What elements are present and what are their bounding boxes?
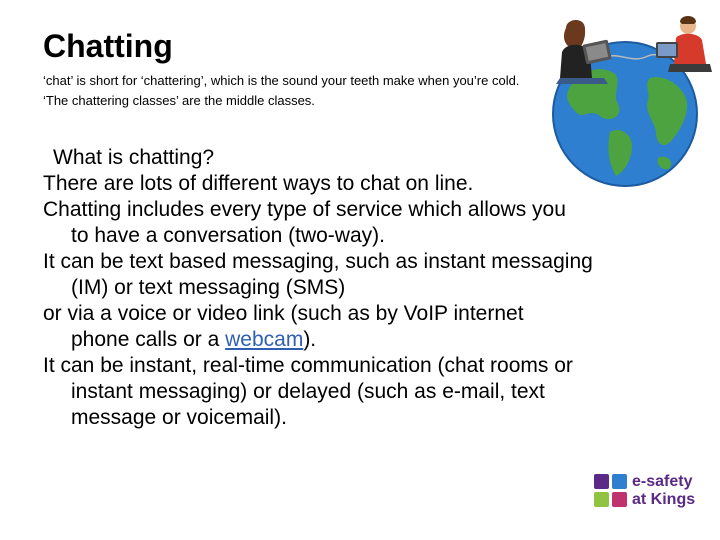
esafety-logo-icons — [594, 474, 628, 508]
people-icon — [594, 492, 609, 507]
paragraph-line — [43, 327, 693, 353]
paragraph-line: instant messaging) or delayed (such as e-mail, text — [71, 380, 545, 403]
paragraph-ways-to-chat: There are lots of different ways to chat on line. — [43, 172, 474, 195]
mobile-icon — [612, 492, 627, 507]
webcam-link[interactable]: webcam — [225, 328, 304, 351]
paragraph-voice-video — [43, 301, 693, 353]
question-line: What is chatting? — [53, 146, 215, 169]
paragraph-line: It can be text based messaging, such as instant messaging — [43, 250, 593, 273]
paragraph-line: or via a voice or video link (such as by VoIP internet — [43, 302, 524, 325]
paragraph-text: phone calls or a — [71, 328, 226, 351]
paragraph-instant-delayed — [43, 353, 693, 431]
paragraph-line: to have a conversation (two-way). — [71, 224, 385, 247]
logo-text-line-1: e-safety — [632, 473, 693, 490]
slide-subtitle: ‘chat’ is short for ‘chattering’, which is the sound your teeth make when you’re cold. ‘The chattering classes’ are the middle classes. — [43, 73, 520, 108]
paragraph-line: Chatting includes every type of service which allows you — [43, 198, 566, 221]
paragraph-text-messaging — [43, 249, 693, 301]
paragraph-chatting-includes — [43, 197, 693, 249]
paragraph-line: It can be instant, real-time communication (chat rooms or — [43, 354, 573, 377]
paragraph-text: ). — [303, 328, 317, 351]
esafety-logo — [594, 470, 704, 514]
paragraph-line: message or voicemail). — [71, 406, 287, 429]
slide-title: Chatting — [43, 28, 173, 64]
phone-icon — [612, 474, 627, 489]
body-text — [43, 145, 693, 431]
logo-text-line-2: at Kings — [632, 491, 696, 508]
paragraph-line: (IM) or text messaging (SMS) — [71, 276, 346, 299]
laptop-icon — [594, 474, 609, 489]
